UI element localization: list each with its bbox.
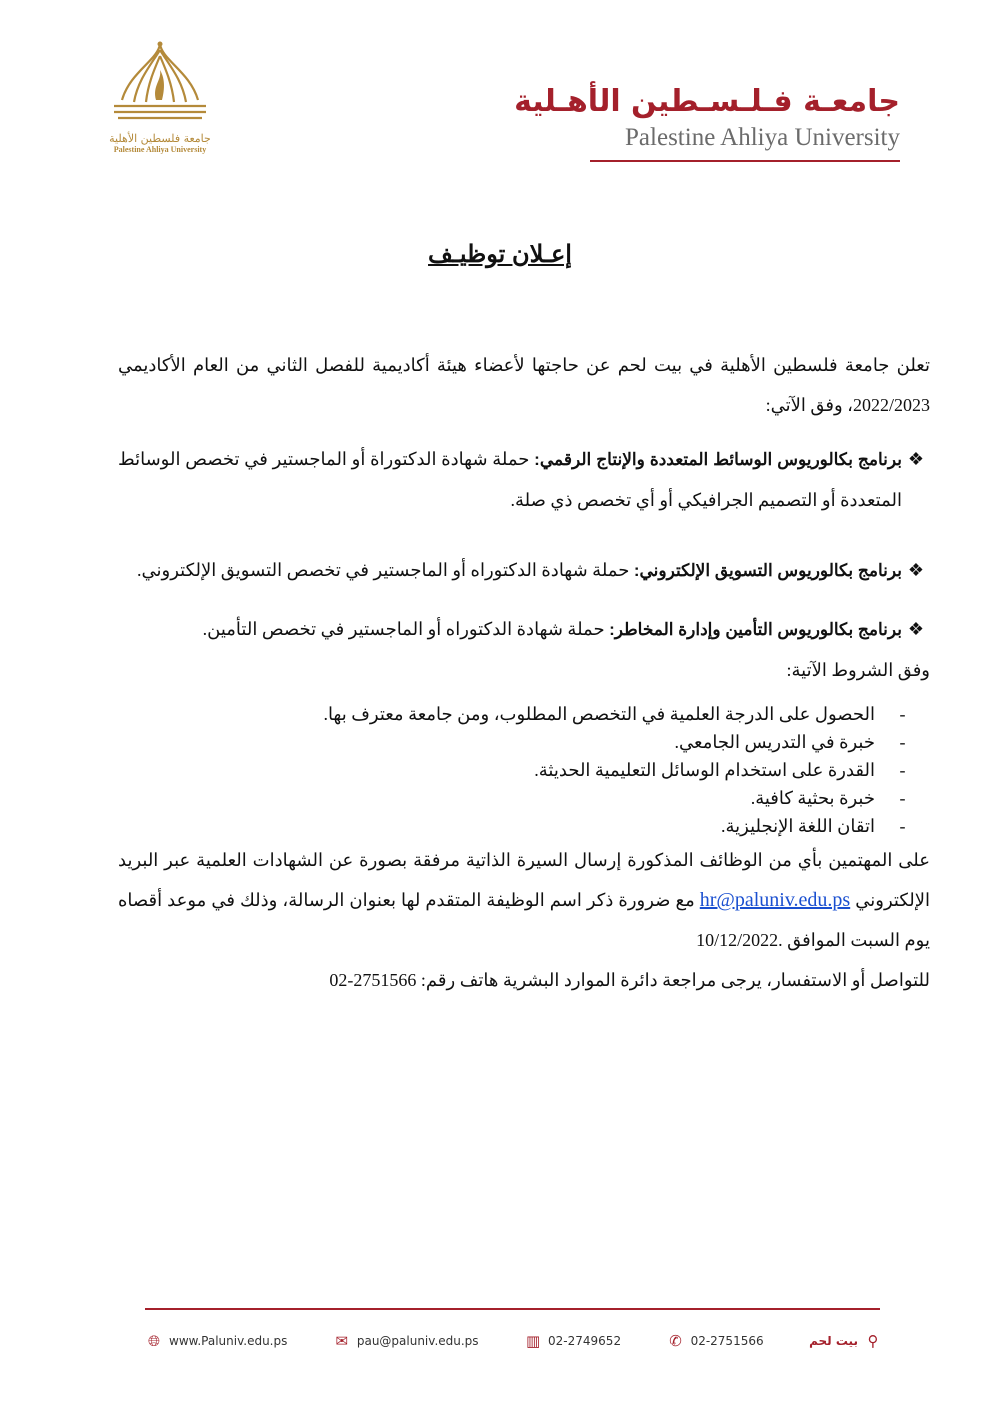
envelope-icon: ✉	[335, 1332, 349, 1350]
diamond-bullet-icon: ❖	[907, 449, 925, 469]
phone-icon: ✆	[669, 1332, 682, 1350]
conditions-list	[118, 700, 930, 840]
program-name: برنامج بكالوريوس الوسائط المتعددة والإنتاج الرقمي:	[534, 450, 903, 469]
program-description: حملة شهادة الدكتوراه أو الماجستير في تخصص التسويق الإلكتروني.	[137, 560, 630, 580]
footer-divider	[145, 1308, 880, 1310]
page-title: إعـلان توظيـف	[428, 241, 572, 268]
globe-icon: 🌐︎	[147, 1332, 160, 1350]
fax-icon: ▥	[525, 1332, 541, 1350]
page-footer	[145, 1326, 882, 1356]
footer-phone: ✆ 02-2751566	[667, 1332, 764, 1350]
brand-block	[514, 82, 900, 154]
list-item: - اتقان اللغة الإنجليزية.	[721, 816, 906, 836]
page-header	[100, 40, 900, 165]
university-logo	[100, 40, 220, 162]
location-pin-icon: ⚲	[867, 1332, 879, 1350]
footer-email[interactable]: ✉ pau@paluniv.edu.ps	[333, 1332, 479, 1350]
list-item: - خبرة بحثية كافية.	[750, 788, 906, 808]
application-paragraph: على المهتمين بأي من الوظائف المذكورة إرسال السيرة الذاتية مرفقة بصورة عن الشهادات العلمية عبر البريد الإلكتروني hr@paluniv.edu.ps مع ضرورة ذكر اسم الوظيفة المتقدم لها بعنوان الرسالة، وذلك في موعد أقصاه يوم السبت الموافق 10/12/2022.	[118, 850, 931, 950]
list-item: - الحصول على الدرجة العلمية في التخصص المطلوب، ومن جامعة معترف بها.	[323, 704, 906, 724]
hr-email-link[interactable]: hr@paluniv.edu.ps	[699, 889, 851, 911]
logo-arabic-text: جامعة فلسطين الأهلية	[109, 132, 211, 145]
program-item	[118, 550, 930, 591]
brand-arabic-name: جامعـة فـلـسـطين الأهـلية	[514, 84, 900, 119]
footer-location: بيت لحم ⚲	[809, 1332, 882, 1350]
program-item	[118, 439, 930, 520]
announcement-body	[118, 345, 930, 1000]
diamond-bullet-icon: ❖	[907, 619, 925, 639]
brand-english-name: Palestine Ahliya University	[625, 124, 900, 151]
footer-website[interactable]: 🌐︎ www.Paluniv.edu.ps	[145, 1332, 287, 1350]
header-divider	[590, 160, 900, 162]
list-item: - خبرة في التدريس الجامعي.	[674, 732, 906, 752]
program-item	[118, 609, 930, 650]
contact-paragraph: للتواصل أو الاستفسار، يرجى مراجعة دائرة الموارد البشرية هاتف رقم: 02-2751566	[329, 970, 930, 990]
dome-logo-icon	[100, 40, 220, 140]
logo-english-text: Palestine Ahliya University	[113, 145, 207, 154]
program-name: برنامج بكالوريوس التأمين وإدارة المخاطر:	[609, 620, 902, 639]
deadline-date: 10/12/2022.	[696, 930, 783, 950]
footer-fax: ▥ 02-2749652	[525, 1332, 622, 1350]
program-name: برنامج بكالوريوس التسويق الإلكتروني:	[633, 561, 902, 580]
diamond-bullet-icon: ❖	[907, 560, 925, 580]
program-description: حملة شهادة الدكتوراه أو الماجستير في تخصص التأمين.	[202, 619, 605, 639]
conditions-title: وفق الشروط الآتية:	[786, 660, 930, 680]
intro-paragraph: تعلن جامعة فلسطين الأهلية في بيت لحم عن حاجتها لأعضاء هيئة أكاديمية للفصل الثاني من العام الأكاديمي 2022/2023، وفق الآتي:	[118, 355, 930, 415]
list-item: - القدرة على استخدام الوسائل التعليمية الحديثة.	[534, 760, 906, 780]
program-description: حملة شهادة الدكتوراة أو الماجستير في تخصص الوسائط المتعددة أو التصميم الجرافيكي أو أي تخصص ذي صلة.	[118, 449, 902, 510]
hr-phone: 02-2751566	[329, 970, 417, 990]
